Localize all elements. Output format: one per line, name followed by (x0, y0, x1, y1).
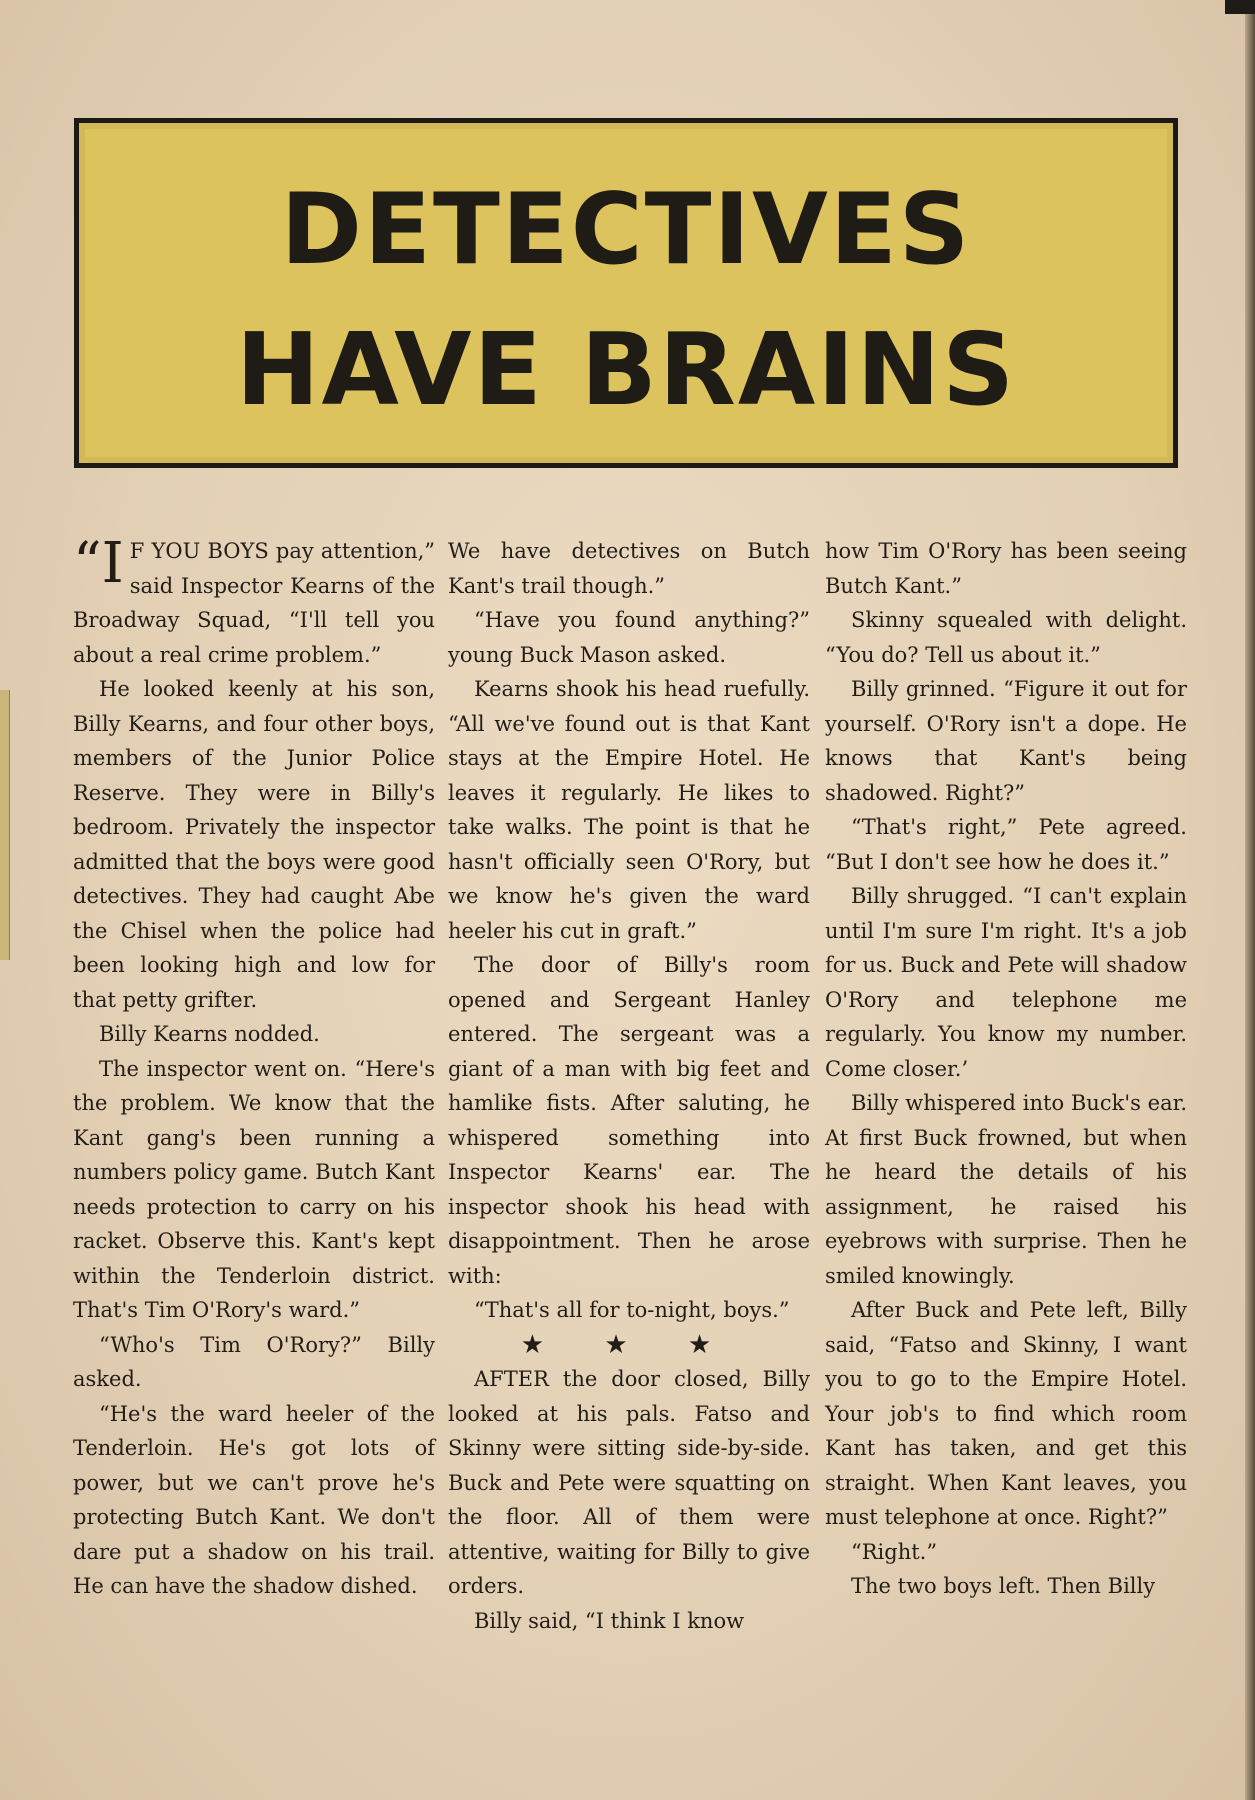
paragraph: Skinny squealed with delight. “You do? Tell us about it.” (825, 608, 1187, 667)
binding-tab (0, 690, 10, 960)
paragraph: Billy shrugged. “I can't explain until I'm sure I'm right. It's a job for us. Buck and Pete will shadow O'Rory and telephone me regularly. You know my number. Come closer.’ (825, 884, 1187, 1081)
paragraph: “Who's Tim O'Rory?” Billy asked. (73, 1332, 435, 1391)
paragraph: “Right.” (851, 1539, 938, 1564)
paragraph: Billy whispered into Buck's ear. At first Buck frowned, but when he heard the details of his assignment, he raised his eyebrows with surprise. Then he smiled knowingly. (825, 1091, 1187, 1288)
page-edge-shadow (1245, 0, 1255, 1800)
paragraph: “Have you found anything?” young Buck Mason asked. (448, 608, 810, 667)
paragraph: The two boys left. Then Billy (851, 1574, 1156, 1598)
paragraph: how Tim O'Rory has been seeing Butch Kant.” (825, 539, 1187, 598)
title-line-1: DETECTIVES (280, 173, 972, 287)
paragraph: He looked keenly at his son, Billy Kearns, and four other boys, members of the Junior Police Reserve. They were in Billy's bedroom. Privately the inspector admitted that the boys were good detectives. They had caught Abe the Chisel when the police had been looking high and low for that petty grifter. (73, 677, 435, 1012)
paragraph: The inspector went on. “Here's the problem. We know that the Kant gang's been running a numbers policy game. Butch Kant needs protection to carry on his racket. Observe this. Kant's kept within the Tenderloin district. That's Tim O'Rory's ward.” (73, 1056, 435, 1322)
paragraph: “He's the ward heeler of the Tenderloin. He's got lots of power, but we can't prove he's protecting Butch Kant. We don't dare put a shadow on his trail. He can have the shadow dished. (73, 1401, 435, 1598)
drop-cap-quote: “ (73, 531, 102, 596)
paragraph: Billy Kearns nodded. (99, 1022, 320, 1046)
title-line-2: HAVE BRAINS (235, 311, 1017, 428)
paragraph: “That's all for to-night, boys.” (474, 1298, 790, 1322)
column-1 (73, 531, 435, 1604)
drop-cap-letter: I (101, 531, 124, 596)
opening-paragraph (73, 531, 435, 672)
paragraph: After Buck and Pete left, Billy said, “Fatso and Skinny, I want you to go to the Empire Hotel. Your job's to find which room Kant has taken, and get this straight. When Kant leaves, you must telephone at once. Right?” (825, 1298, 1187, 1529)
paragraph: Billy said, “I think I know (474, 1608, 745, 1633)
drop-cap (73, 531, 124, 596)
paragraph: AFTER the door closed, Billy looked at his pals. Fatso and Skinny were sitting side-by-side. Buck and Pete were squatting on the floor. All of them were attentive, waiting for Billy to give orders. (448, 1367, 810, 1598)
paragraph: The door of Billy's room opened and Sergeant Hanley entered. The sergeant was a giant of a man with big feet and hamlike fists. After saluting, he whispered something into Inspector Kearns' ear. The inspector shook his head with disappointment. Then he arose with: (448, 953, 810, 1288)
section-break-stars: ★ ★ ★ (520, 1329, 738, 1360)
title-banner (74, 118, 1178, 468)
opening-text: F YOU BOYS pay attention,” said Inspector Kearns of the Broadway Squad, “I'll tell you about a real crime problem.” (73, 539, 435, 667)
page-corner (1225, 0, 1255, 14)
paragraph: “That's right,” Pete agreed. “But I don't see how he does it.” (825, 815, 1187, 874)
column-3 (825, 534, 1187, 1604)
paragraph: We have detectives on Butch Kant's trail though.” (448, 539, 810, 598)
paragraph: Billy grinned. “Figure it out for yourself. O'Rory isn't a dope. He knows that Kant's being shadowed. Right?” (825, 677, 1187, 805)
column-2 (448, 534, 810, 1638)
paragraph: Kearns shook his head ruefully. “All we've found out is that Kant stays at the Empire Hotel. He leaves it regularly. He likes to take walks. The point is that he hasn't officially seen O'Rory, but we know he's given the ward heeler his cut in graft.” (448, 677, 810, 943)
